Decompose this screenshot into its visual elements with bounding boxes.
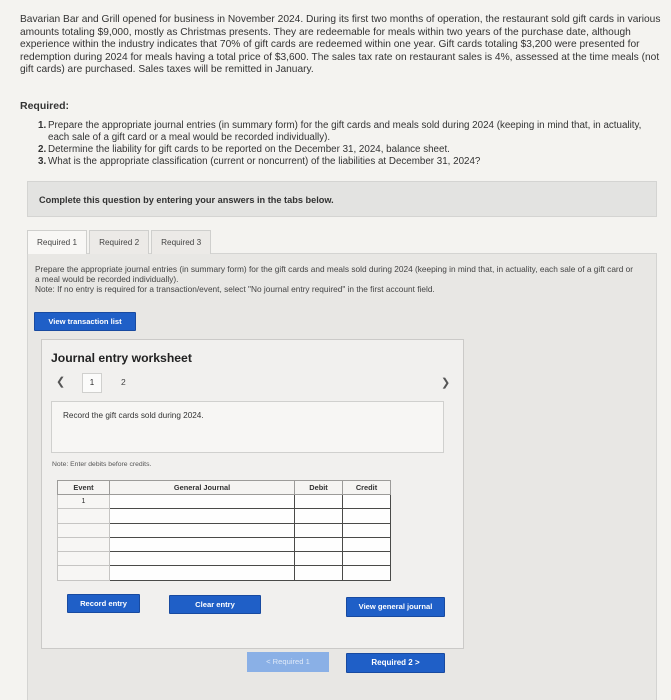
- credit-input[interactable]: [343, 495, 391, 509]
- event-number: 1: [58, 495, 110, 509]
- worksheet-page-2[interactable]: 2: [121, 377, 126, 387]
- record-entry-button[interactable]: Record entry: [67, 594, 140, 613]
- required-item-text: What is the appropriate classification (current or noncurrent) of the liabilities at December 31, 2024?: [48, 156, 481, 167]
- required-item-number: 1.: [38, 120, 47, 131]
- credit-input[interactable]: [343, 509, 391, 523]
- debit-input[interactable]: [295, 495, 343, 509]
- tab-required-1[interactable]: Required 1: [27, 230, 87, 254]
- table-row: [58, 566, 391, 580]
- required-item-3: [38, 156, 658, 168]
- account-input[interactable]: [110, 566, 295, 580]
- event-cell: [58, 509, 110, 523]
- debit-input[interactable]: [295, 523, 343, 537]
- instructions-note: Note: If no entry is required for a transaction/event, select "No journal entry required" in the first account field.: [35, 284, 435, 294]
- clear-entry-button[interactable]: Clear entry: [169, 595, 261, 614]
- table-row: [58, 509, 391, 523]
- view-general-journal-button[interactable]: View general journal: [346, 597, 445, 617]
- instructions-main: Prepare the appropriate journal entries (in summary form) for the gift cards and meals sold during 2024 (keeping in mind that, in actuality, each sale of a gift card or a meal would be recorded individually).: [35, 264, 633, 284]
- next-required-button[interactable]: Required 2 >: [346, 653, 445, 673]
- column-header-general-journal: General Journal: [110, 481, 295, 495]
- problem-statement: Bavarian Bar and Grill opened for business in November 2024. During its first two months of operation, the restaurant sold gift cards in various amounts totaling $9,000, mostly as Christmas presents. They are redeemable for meals within two years of the purchase date, although experience within the industry indicates that 70% of gift cards are redeemed within one year. Gift cards totaling $3,200 were presented for redemption during 2024 for meals having a total price of $3,600. The sales tax rate on restaurant sales is 4%, assessed at the time meals (not gift cards) are purchased. Sales taxes will be remitted in January.: [20, 14, 661, 76]
- required-list: [38, 120, 658, 168]
- column-header-debit: Debit: [295, 481, 343, 495]
- account-input[interactable]: [110, 523, 295, 537]
- account-input[interactable]: [110, 495, 295, 509]
- table-row: [58, 523, 391, 537]
- credit-input[interactable]: [343, 537, 391, 551]
- account-input[interactable]: [110, 509, 295, 523]
- tab-required-2[interactable]: Required 2: [89, 230, 149, 254]
- record-prompt-box: [51, 401, 444, 453]
- required-item-text: Prepare the appropriate journal entries (in summary form) for the gift cards and meals sold during 2024 (keeping in mind that, in actuality, each sale of a gift card or a meal would be recorded individually).: [48, 120, 642, 143]
- tab-bar: [27, 230, 213, 254]
- view-transaction-list-button[interactable]: View transaction list: [34, 312, 136, 331]
- worksheet-title: Journal entry worksheet: [51, 351, 192, 365]
- table-row: [58, 552, 391, 566]
- column-header-credit: Credit: [343, 481, 391, 495]
- event-cell: [58, 537, 110, 551]
- event-cell: [58, 566, 110, 580]
- required-item-text: Determine the liability for gift cards to be reported on the December 31, 2024, balance sheet.: [48, 144, 450, 155]
- credit-input[interactable]: [343, 523, 391, 537]
- tab-required-3[interactable]: Required 3: [151, 230, 211, 254]
- required-item-1: [38, 120, 658, 144]
- debits-note: Note: Enter debits before credits.: [52, 461, 152, 468]
- worksheet-page-1[interactable]: 1: [82, 373, 102, 393]
- table-row: [58, 537, 391, 551]
- required-item-number: 3.: [38, 156, 47, 167]
- account-input[interactable]: [110, 537, 295, 551]
- debit-input[interactable]: [295, 552, 343, 566]
- column-header-event: Event: [58, 481, 110, 495]
- journal-table: [57, 480, 391, 581]
- instructions: [35, 264, 635, 294]
- complete-question-banner: Complete this question by entering your answers in the tabs below.: [27, 181, 657, 217]
- previous-required-button[interactable]: < Required 1: [247, 652, 329, 672]
- chevron-right-icon[interactable]: ❯: [441, 377, 451, 389]
- credit-input[interactable]: [343, 566, 391, 580]
- chevron-left-icon[interactable]: ❮: [56, 376, 66, 388]
- account-input[interactable]: [110, 552, 295, 566]
- required-heading: Required:: [20, 100, 70, 112]
- event-cell: [58, 552, 110, 566]
- debit-input[interactable]: [295, 509, 343, 523]
- credit-input[interactable]: [343, 552, 391, 566]
- event-cell: [58, 523, 110, 537]
- debit-input[interactable]: [295, 566, 343, 580]
- record-prompt-text: Record the gift cards sold during 2024.: [63, 411, 204, 420]
- required-item-number: 2.: [38, 144, 47, 155]
- required-item-2: [38, 144, 658, 156]
- debit-input[interactable]: [295, 537, 343, 551]
- table-row: [58, 495, 391, 509]
- journal-table-header: [58, 481, 391, 495]
